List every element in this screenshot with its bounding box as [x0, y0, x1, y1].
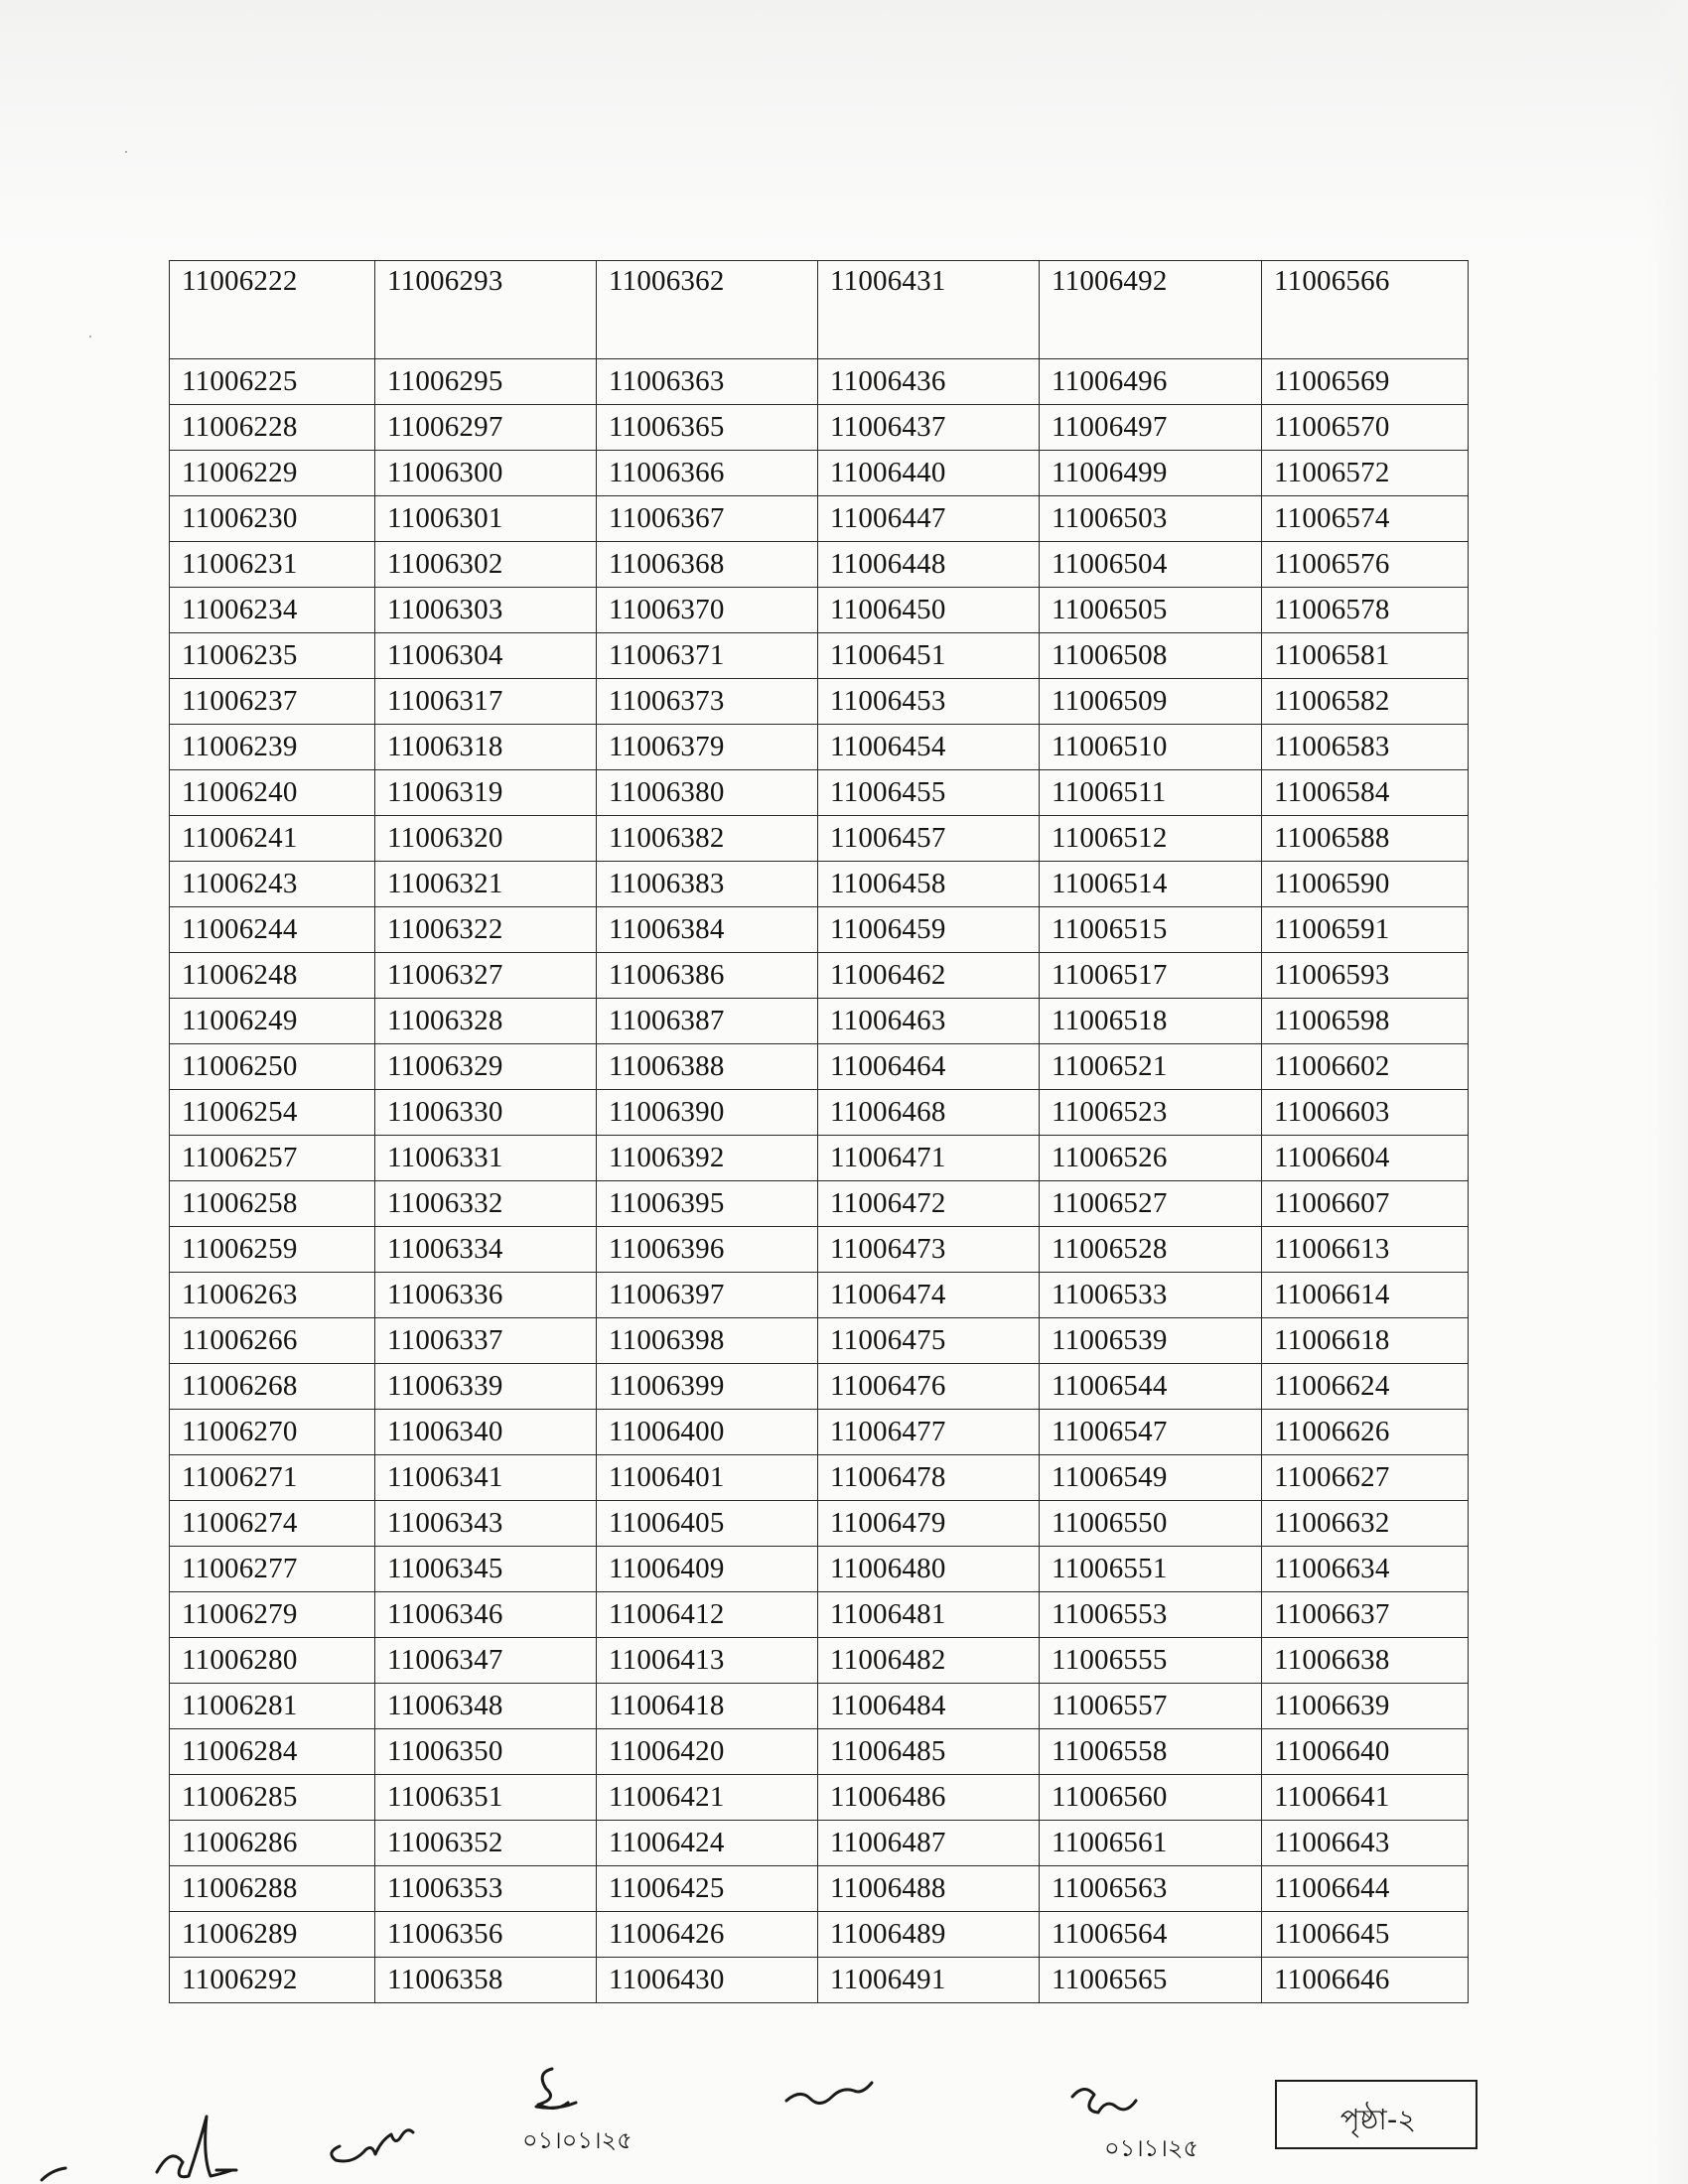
- table-cell: 11006566: [1262, 261, 1469, 359]
- table-cell: 11006451: [818, 633, 1040, 679]
- table-cell: 11006574: [1262, 496, 1469, 542]
- table-cell: 11006431: [818, 261, 1040, 359]
- table-cell: 11006318: [375, 725, 597, 770]
- table-cell: 11006268: [170, 1364, 375, 1410]
- table-cell: 11006450: [818, 588, 1040, 633]
- table-cell: 11006618: [1262, 1318, 1469, 1364]
- table-cell: 11006518: [1040, 999, 1262, 1044]
- table-cell: 11006476: [818, 1364, 1040, 1410]
- table-cell: 11006285: [170, 1775, 375, 1821]
- table-cell: 11006496: [1040, 359, 1262, 405]
- table-cell: 11006488: [818, 1866, 1040, 1912]
- table-cell: 11006582: [1262, 679, 1469, 725]
- table-cell: 11006300: [375, 451, 597, 496]
- table-cell: 11006447: [818, 496, 1040, 542]
- table-cell: 11006497: [1040, 405, 1262, 451]
- table-cell: 11006569: [1262, 359, 1469, 405]
- table-cell: 11006437: [818, 405, 1040, 451]
- signature-5-date: ০১।১।২৫: [1104, 2134, 1199, 2162]
- table-cell: 11006383: [597, 862, 818, 907]
- table-cell: 11006572: [1262, 451, 1469, 496]
- table-row: [170, 1866, 1469, 1912]
- table-row: [170, 1684, 1469, 1729]
- table-cell: 11006440: [818, 451, 1040, 496]
- table-cell: 11006420: [597, 1729, 818, 1775]
- table-cell: 11006412: [597, 1592, 818, 1638]
- table-row: [170, 1775, 1469, 1821]
- table-cell: 11006553: [1040, 1592, 1262, 1638]
- table-cell: 11006641: [1262, 1775, 1469, 1821]
- table-cell: 11006613: [1262, 1227, 1469, 1273]
- table-cell: 11006644: [1262, 1866, 1469, 1912]
- table-cell: 11006479: [818, 1501, 1040, 1547]
- table-cell: 11006370: [597, 588, 818, 633]
- table-row: [170, 1364, 1469, 1410]
- table-cell: 11006350: [375, 1729, 597, 1775]
- table-cell: 11006347: [375, 1638, 597, 1684]
- table-cell: 11006270: [170, 1410, 375, 1455]
- table-row: [170, 1136, 1469, 1181]
- table-row: [170, 1821, 1469, 1866]
- table-cell: 11006504: [1040, 542, 1262, 588]
- table-cell: 11006645: [1262, 1912, 1469, 1958]
- table-cell: 11006334: [375, 1227, 597, 1273]
- table-cell: 11006348: [375, 1684, 597, 1729]
- table-body: [170, 261, 1469, 2003]
- table-cell: 11006593: [1262, 953, 1469, 999]
- table-cell: 11006259: [170, 1227, 375, 1273]
- table-row: [170, 953, 1469, 999]
- table-cell: 11006239: [170, 725, 375, 770]
- table-cell: 11006230: [170, 496, 375, 542]
- table-cell: 11006475: [818, 1318, 1040, 1364]
- table-cell: 11006458: [818, 862, 1040, 907]
- scan-speck: [89, 336, 91, 338]
- table-cell: 11006482: [818, 1638, 1040, 1684]
- signature-1: [157, 2116, 236, 2177]
- page-number-box: [1275, 2080, 1477, 2149]
- table-cell: 11006329: [375, 1044, 597, 1090]
- table-cell: 11006358: [375, 1958, 597, 2003]
- signature-2: [332, 2130, 413, 2161]
- table-cell: 11006550: [1040, 1501, 1262, 1547]
- table-cell: 11006473: [818, 1227, 1040, 1273]
- table-cell: 11006481: [818, 1592, 1040, 1638]
- signature-5: [1072, 2089, 1136, 2113]
- table-cell: 11006320: [375, 816, 597, 862]
- table-cell: 11006398: [597, 1318, 818, 1364]
- table-row: [170, 359, 1469, 405]
- table-row: [170, 1958, 1469, 2003]
- table-cell: 11006457: [818, 816, 1040, 862]
- table-cell: 11006462: [818, 953, 1040, 999]
- table-cell: 11006249: [170, 999, 375, 1044]
- table-row: [170, 451, 1469, 496]
- table-cell: 11006387: [597, 999, 818, 1044]
- table-cell: 11006430: [597, 1958, 818, 2003]
- table-cell: 11006322: [375, 907, 597, 953]
- table-cell: 11006478: [818, 1455, 1040, 1501]
- table-cell: 11006505: [1040, 588, 1262, 633]
- table-cell: 11006390: [597, 1090, 818, 1136]
- table-row: [170, 1090, 1469, 1136]
- table-cell: 11006248: [170, 953, 375, 999]
- table-cell: 11006564: [1040, 1912, 1262, 1958]
- table-cell: 11006271: [170, 1455, 375, 1501]
- table-cell: 11006549: [1040, 1455, 1262, 1501]
- table-cell: 11006514: [1040, 862, 1262, 907]
- table-row: [170, 1912, 1469, 1958]
- table-cell: 11006607: [1262, 1181, 1469, 1227]
- table-cell: 11006526: [1040, 1136, 1262, 1181]
- table-cell: 11006626: [1262, 1410, 1469, 1455]
- table-cell: 11006557: [1040, 1684, 1262, 1729]
- table-cell: 11006280: [170, 1638, 375, 1684]
- table-cell: 11006356: [375, 1912, 597, 1958]
- table-cell: 11006639: [1262, 1684, 1469, 1729]
- page-number: পৃষ্ঠা-২: [1339, 2103, 1417, 2136]
- table-cell: 11006489: [818, 1912, 1040, 1958]
- table-cell: 11006235: [170, 633, 375, 679]
- table-cell: 11006551: [1040, 1547, 1262, 1592]
- table-cell: 11006484: [818, 1684, 1040, 1729]
- table-cell: 11006400: [597, 1410, 818, 1455]
- table-cell: 11006555: [1040, 1638, 1262, 1684]
- table-cell: 11006436: [818, 359, 1040, 405]
- table-cell: 11006292: [170, 1958, 375, 2003]
- scan-speck: [125, 151, 127, 153]
- table-cell: 11006336: [375, 1273, 597, 1318]
- table-cell: 11006425: [597, 1866, 818, 1912]
- table-cell: 11006225: [170, 359, 375, 405]
- table-cell: 11006523: [1040, 1090, 1262, 1136]
- table-cell: 11006286: [170, 1821, 375, 1866]
- table-row: [170, 999, 1469, 1044]
- table-cell: 11006367: [597, 496, 818, 542]
- table-row: [170, 1638, 1469, 1684]
- table-cell: 11006281: [170, 1684, 375, 1729]
- table-row: [170, 1227, 1469, 1273]
- table-cell: 11006386: [597, 953, 818, 999]
- table-cell: 11006339: [375, 1364, 597, 1410]
- table-row: [170, 1318, 1469, 1364]
- table-cell: 11006399: [597, 1364, 818, 1410]
- table-cell: 11006627: [1262, 1455, 1469, 1501]
- table-cell: 11006591: [1262, 907, 1469, 953]
- table-row: [170, 1501, 1469, 1547]
- table-cell: 11006380: [597, 770, 818, 816]
- table-cell: 11006304: [375, 633, 597, 679]
- table-cell: 11006301: [375, 496, 597, 542]
- table-cell: 11006382: [597, 816, 818, 862]
- table-cell: 11006284: [170, 1729, 375, 1775]
- table-row: [170, 816, 1469, 862]
- table-cell: 11006581: [1262, 633, 1469, 679]
- table-row: [170, 679, 1469, 725]
- table-cell: 11006565: [1040, 1958, 1262, 2003]
- table-cell: 11006328: [375, 999, 597, 1044]
- table-row: [170, 496, 1469, 542]
- table-cell: 11006289: [170, 1912, 375, 1958]
- table-cell: 11006295: [375, 359, 597, 405]
- table-cell: 11006365: [597, 405, 818, 451]
- table-cell: 11006244: [170, 907, 375, 953]
- table-cell: 11006409: [597, 1547, 818, 1592]
- table-cell: 11006237: [170, 679, 375, 725]
- table-row: [170, 1729, 1469, 1775]
- table-cell: 11006302: [375, 542, 597, 588]
- table-cell: 11006353: [375, 1866, 597, 1912]
- table-cell: 11006508: [1040, 633, 1262, 679]
- table-cell: 11006277: [170, 1547, 375, 1592]
- table-cell: 11006234: [170, 588, 375, 633]
- table-cell: 11006512: [1040, 816, 1262, 862]
- table-cell: 11006319: [375, 770, 597, 816]
- table-cell: 11006634: [1262, 1547, 1469, 1592]
- table-cell: 11006418: [597, 1684, 818, 1729]
- signature-3-date: ০১।০১।২৫: [522, 2126, 633, 2154]
- table-cell: 11006459: [818, 907, 1040, 953]
- table-cell: 11006576: [1262, 542, 1469, 588]
- table-cell: 11006343: [375, 1501, 597, 1547]
- table-cell: 11006330: [375, 1090, 597, 1136]
- signature-3: [536, 2069, 576, 2109]
- table-cell: 11006317: [375, 679, 597, 725]
- table-cell: 11006397: [597, 1273, 818, 1318]
- table-cell: 11006254: [170, 1090, 375, 1136]
- table-cell: 11006527: [1040, 1181, 1262, 1227]
- table-cell: 11006240: [170, 770, 375, 816]
- table-cell: 11006521: [1040, 1044, 1262, 1090]
- table-cell: 11006602: [1262, 1044, 1469, 1090]
- table-cell: 11006583: [1262, 725, 1469, 770]
- table-cell: 11006405: [597, 1501, 818, 1547]
- table-cell: 11006638: [1262, 1638, 1469, 1684]
- table-cell: 11006544: [1040, 1364, 1262, 1410]
- table-row: [170, 907, 1469, 953]
- table-cell: 11006491: [818, 1958, 1040, 2003]
- table-cell: 11006517: [1040, 953, 1262, 999]
- table-cell: 11006332: [375, 1181, 597, 1227]
- table-cell: 11006614: [1262, 1273, 1469, 1318]
- table-cell: 11006499: [1040, 451, 1262, 496]
- table-cell: 11006426: [597, 1912, 818, 1958]
- table-cell: 11006331: [375, 1136, 597, 1181]
- table-cell: 11006424: [597, 1821, 818, 1866]
- table-cell: 11006477: [818, 1410, 1040, 1455]
- table-cell: 11006558: [1040, 1729, 1262, 1775]
- table-cell: 11006561: [1040, 1821, 1262, 1866]
- table-row: [170, 770, 1469, 816]
- table-cell: 11006643: [1262, 1821, 1469, 1866]
- table-cell: 11006392: [597, 1136, 818, 1181]
- table-cell: 11006492: [1040, 261, 1262, 359]
- table-row: [170, 1044, 1469, 1090]
- table-cell: 11006421: [597, 1775, 818, 1821]
- table-cell: 11006327: [375, 953, 597, 999]
- table-cell: 11006570: [1262, 405, 1469, 451]
- table-cell: 11006362: [597, 261, 818, 359]
- table-row: [170, 862, 1469, 907]
- table-cell: 11006297: [375, 405, 597, 451]
- table-cell: 11006345: [375, 1547, 597, 1592]
- table-cell: 11006303: [375, 588, 597, 633]
- table-cell: 11006454: [818, 725, 1040, 770]
- table-cell: 11006463: [818, 999, 1040, 1044]
- table-cell: 11006231: [170, 542, 375, 588]
- table-cell: 11006243: [170, 862, 375, 907]
- table-row: [170, 261, 1469, 359]
- table-row: [170, 542, 1469, 588]
- table-cell: 11006351: [375, 1775, 597, 1821]
- table-cell: 11006274: [170, 1501, 375, 1547]
- table-cell: 11006263: [170, 1273, 375, 1318]
- table-cell: 11006547: [1040, 1410, 1262, 1455]
- table-cell: 11006578: [1262, 588, 1469, 633]
- table-cell: 11006395: [597, 1181, 818, 1227]
- table-cell: 11006371: [597, 633, 818, 679]
- table-row: [170, 725, 1469, 770]
- table-row: [170, 1273, 1469, 1318]
- table-cell: 11006453: [818, 679, 1040, 725]
- table-cell: 11006373: [597, 679, 818, 725]
- table-cell: 11006474: [818, 1273, 1040, 1318]
- table-cell: 11006590: [1262, 862, 1469, 907]
- table-cell: 11006340: [375, 1410, 597, 1455]
- table-row: [170, 633, 1469, 679]
- table-cell: 11006288: [170, 1866, 375, 1912]
- table-cell: 11006604: [1262, 1136, 1469, 1181]
- table-row: [170, 588, 1469, 633]
- table-cell: 11006503: [1040, 496, 1262, 542]
- table-cell: 11006341: [375, 1455, 597, 1501]
- table-cell: 11006388: [597, 1044, 818, 1090]
- table-cell: 11006363: [597, 359, 818, 405]
- table-cell: 11006266: [170, 1318, 375, 1364]
- signature-4: [786, 2083, 872, 2104]
- table-row: [170, 1181, 1469, 1227]
- table-row: [170, 1455, 1469, 1501]
- table-cell: 11006257: [170, 1136, 375, 1181]
- table-cell: 11006486: [818, 1775, 1040, 1821]
- table-cell: 11006241: [170, 816, 375, 862]
- table-cell: 11006515: [1040, 907, 1262, 953]
- table-cell: 11006455: [818, 770, 1040, 816]
- scan-shadow: [0, 0, 1688, 258]
- table-cell: 11006624: [1262, 1364, 1469, 1410]
- table-cell: 11006637: [1262, 1592, 1469, 1638]
- table-cell: 11006539: [1040, 1318, 1262, 1364]
- table-cell: 11006379: [597, 725, 818, 770]
- table-row: [170, 1410, 1469, 1455]
- table-cell: 11006511: [1040, 770, 1262, 816]
- table-cell: 11006366: [597, 451, 818, 496]
- table-cell: 11006584: [1262, 770, 1469, 816]
- table-cell: 11006598: [1262, 999, 1469, 1044]
- table-row: [170, 1592, 1469, 1638]
- table-cell: 11006401: [597, 1455, 818, 1501]
- table-cell: 11006563: [1040, 1866, 1262, 1912]
- table-cell: 11006337: [375, 1318, 597, 1364]
- scan-edge-shadow: [1648, 0, 1688, 2184]
- table-row: [170, 1547, 1469, 1592]
- table-cell: 11006533: [1040, 1273, 1262, 1318]
- table-cell: 11006368: [597, 542, 818, 588]
- table-cell: 11006510: [1040, 725, 1262, 770]
- table-cell: 11006646: [1262, 1958, 1469, 2003]
- table-cell: 11006228: [170, 405, 375, 451]
- table-cell: 11006258: [170, 1181, 375, 1227]
- table-cell: 11006468: [818, 1090, 1040, 1136]
- table-cell: 11006528: [1040, 1227, 1262, 1273]
- table-cell: 11006293: [375, 261, 597, 359]
- table-cell: 11006485: [818, 1729, 1040, 1775]
- table-cell: 11006279: [170, 1592, 375, 1638]
- table-cell: 11006321: [375, 862, 597, 907]
- table-cell: 11006396: [597, 1227, 818, 1273]
- table-cell: 11006603: [1262, 1090, 1469, 1136]
- table-cell: 11006384: [597, 907, 818, 953]
- table-cell: 11006352: [375, 1821, 597, 1866]
- table-cell: 11006640: [1262, 1729, 1469, 1775]
- table-cell: 11006448: [818, 542, 1040, 588]
- table-row: [170, 405, 1469, 451]
- table-cell: 11006346: [375, 1592, 597, 1638]
- table-cell: 11006471: [818, 1136, 1040, 1181]
- registration-number-table: [169, 260, 1469, 2003]
- table-cell: 11006487: [818, 1821, 1040, 1866]
- table-cell: 11006560: [1040, 1775, 1262, 1821]
- table-cell: 11006464: [818, 1044, 1040, 1090]
- table-cell: 11006509: [1040, 679, 1262, 725]
- table-cell: 11006480: [818, 1547, 1040, 1592]
- table-cell: 11006222: [170, 261, 375, 359]
- table-cell: 11006413: [597, 1638, 818, 1684]
- table-cell: 11006250: [170, 1044, 375, 1090]
- table-cell: 11006588: [1262, 816, 1469, 862]
- table-cell: 11006472: [818, 1181, 1040, 1227]
- table-cell: 11006632: [1262, 1501, 1469, 1547]
- table-cell: 11006229: [170, 451, 375, 496]
